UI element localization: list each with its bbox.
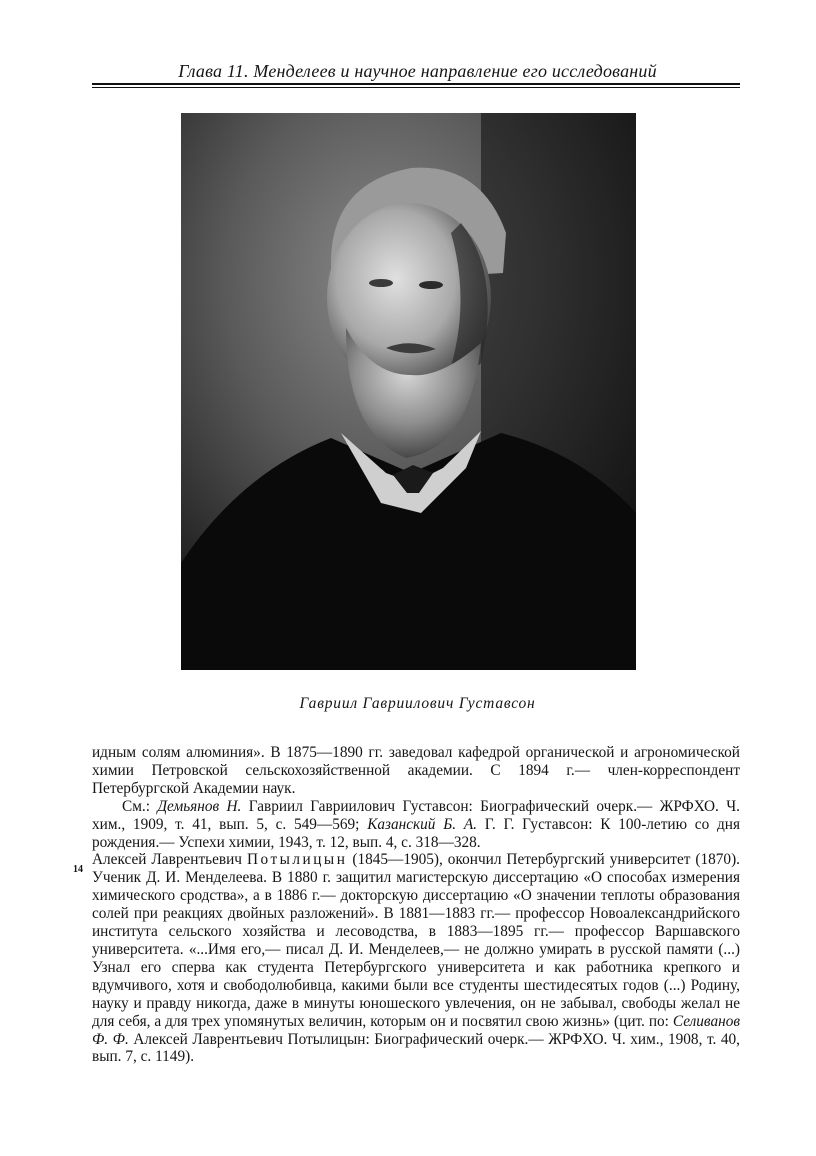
running-header: Глава 11. Менделеев и научное направление его исследований (178, 61, 657, 81)
reference-text: Г. Г. Густавсон: К 100-летию со дня рождения.— Успехи химии, 1943, т. 12, вып. 4, с. 318—328. (92, 815, 740, 851)
footnote-text: Алексей Лаврентьевич Потылицын: Биографический очерк.— ЖРФХО. Ч. хим., 1908, т. 40, вып. 7, с. 1149). (92, 1030, 740, 1066)
footnote-text: (1845—1905), окончил Петербургский университет (1870). Ученик Д. И. Менделеева. В 1880 г. защитил магистерскую диссертацию «О способах измерения химического сродства», а в 1886 г.— докторскую диссертацию «О значении теплоты образования солей при реакциях двойных разложений». В 1881—1883 гг.— профессор Новоалександрийского института сельского хозяйства и лесоводства, в 1883—1895 гг.— профессор Варшавского университета. «...Имя его,— писал Д. И. Менделеев,— не должно умирать в русской памяти (...) Узнал его сперва как студента Петербургского университета и как работника крепкого и вдумчивого, хотя и свободолюбивца, какими были все студенты шестидесятых годов (...) Родину, науку и правду никогда, даже в минуты юношеского увлечения, он не забывал, свободы желал не для себя, а для трех упомянутых величин, которым он и посвятил свою жизнь» (цит. по: (92, 851, 740, 1030)
author-name: Селиванов Ф. Ф. (92, 1012, 740, 1048)
footnote-lead: Алексей Лаврентьевич (92, 851, 247, 869)
footnote-paragraph (92, 851, 740, 1066)
figure-caption: Гавриил Гавриилович Густавсон (299, 695, 536, 712)
body-text (92, 744, 740, 1066)
header-rule-thin (92, 87, 740, 88)
paragraph (92, 744, 740, 798)
person-name: Потылицын (246, 851, 348, 869)
author-name: Демьянов Н. (157, 797, 242, 815)
footnote-marker: 14 (73, 864, 83, 875)
portrait-photo (181, 113, 636, 670)
paragraph-text: идным солям алюминия». В 1875—1890 гг. заведовал кафедрой органической и агрономической химии Петровской сельскохозяйственной академии. С 1894 г.— член-корреспондент Петербургской Академии наук. (92, 744, 740, 797)
author-name: Казанский Б. А. (367, 815, 477, 833)
reference-paragraph (92, 798, 740, 852)
reference-text: Гавриил Гавриилович Густавсон: Биографический очерк.— ЖРФХО. Ч. хим., 1909, т. 41, вып. 5, с. 549—569; (92, 797, 740, 833)
see-label: См.: (122, 797, 158, 815)
header-rule (92, 83, 740, 85)
